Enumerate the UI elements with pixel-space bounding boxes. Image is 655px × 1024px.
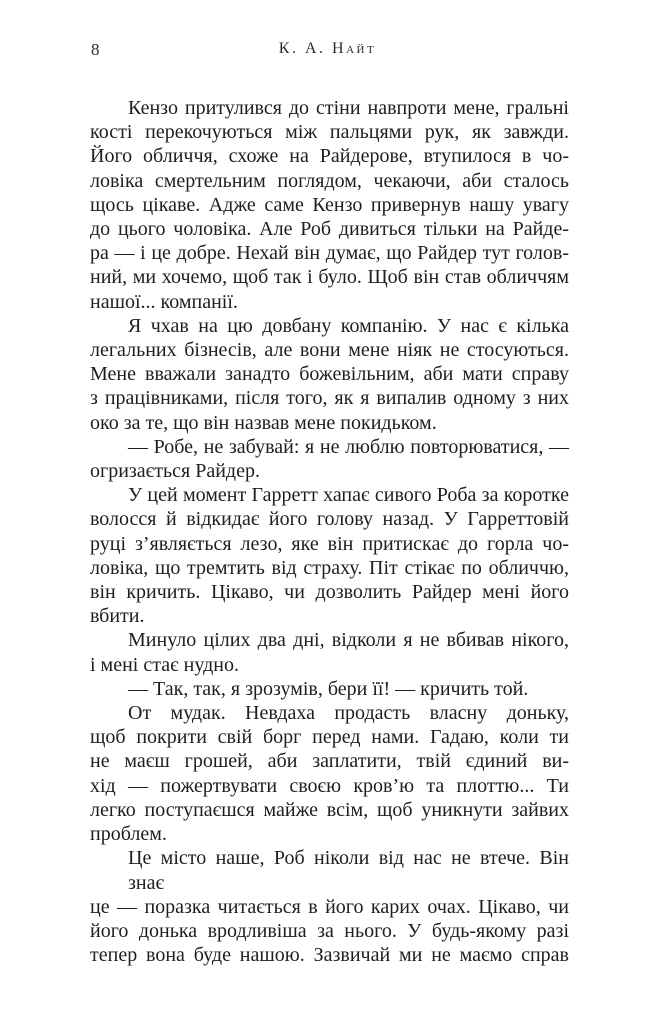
paragraph	[90, 314, 569, 435]
paragraph	[90, 677, 569, 701]
paragraph	[90, 701, 569, 846]
text-line: огризається Райдер.	[90, 460, 260, 483]
text-line: це — поразка читається в його карих очах. Цікаво, чи	[90, 895, 569, 918]
text-line: — Так, так, я зрозумів, бери її! — кричить той.	[128, 677, 529, 700]
text-block	[90, 96, 569, 967]
text-line: легко поступаєшся майже всім, щоб уникнути зайвих	[90, 798, 569, 821]
text-line: його донька вродливіша за нього. У будь-якому разі	[90, 919, 569, 942]
text-line: Мене вважали занадто божевільним, аби мати справу	[90, 363, 569, 386]
text-line: вбити.	[90, 605, 145, 628]
text-line: кості перекочуються між пальцями рук, як завжди.	[90, 121, 569, 144]
text-line: ловіка, що тремтить від страху. Піт стікає по обличчю,	[90, 556, 569, 579]
paragraph	[90, 628, 569, 676]
paragraph	[90, 846, 569, 967]
paragraph	[90, 483, 569, 628]
text-line: він кричить. Цікаво, чи дозволить Райдер мені його	[90, 581, 569, 604]
text-line: з працівниками, після того, як я випалив одному з них	[90, 387, 569, 410]
text-line: щось цікаве. Адже саме Кензо привернув нашу увагу	[90, 193, 569, 216]
text-line: От мудак. Невдаха продасть власну доньку,	[128, 702, 569, 725]
text-line: Я чхав на цю довбану компанію. У нас є кілька	[128, 314, 569, 337]
text-line: не маєш грошей, аби заплатити, твій єдиний ви-	[90, 750, 569, 773]
text-line: нашої... компанії.	[90, 290, 238, 313]
text-line: волосся й відкидає його голову назад. У Гарреттовій	[90, 508, 569, 531]
text-line: хід — пожертвувати своєю кров’ю та плоттю... Ти	[90, 774, 569, 797]
page-number: 8	[91, 40, 100, 59]
text-line: проблем.	[90, 823, 167, 846]
text-line: тепер вона буде нашою. Зазвичай ми не маємо справ	[90, 944, 569, 967]
text-line: Кензо притулився до стіни навпроти мене, гральні	[128, 97, 569, 119]
text-line: око за те, що він назвав мене покидьком.	[90, 411, 437, 434]
paragraph	[90, 96, 569, 314]
text-line: і мені стає нудно.	[90, 653, 239, 676]
text-line: Це місто наше, Роб ніколи від нас не втече. Він знає	[128, 847, 569, 894]
text-line: до цього чоловіка. Але Роб дивиться тільки на Райде-	[90, 218, 569, 241]
running-header-author: К. А. Найт	[278, 40, 377, 57]
paragraph	[90, 435, 569, 483]
text-line: ловіка смертельним поглядом, чекаючи, аби сталось	[90, 169, 569, 192]
text-line: щоб покрити свій борг перед нами. Гадаю, коли ти	[90, 726, 569, 749]
text-line: ра — і це добре. Нехай він думає, що Райдер тут голов-	[90, 242, 569, 265]
text-line: Його обличчя, схоже на Райдерове, втупилося в чо-	[90, 145, 569, 168]
text-line: У цей момент Гарретт хапає сивого Роба за коротке	[128, 484, 569, 507]
text-line: ний, ми хочемо, щоб так і було. Щоб він став обличчям	[90, 266, 569, 289]
text-line: руці з’являється лезо, яке він притискає до горла чо-	[90, 532, 569, 555]
text-line: Минуло цілих два дні, відколи я не вбивав нікого,	[128, 629, 569, 652]
text-line: — Робе, не забувай: я не люблю повторюватися, —	[128, 435, 569, 458]
text-line: легальних бізнесів, але вони мене ніяк не стосуються.	[90, 339, 569, 362]
running-header-row	[0, 0, 655, 64]
